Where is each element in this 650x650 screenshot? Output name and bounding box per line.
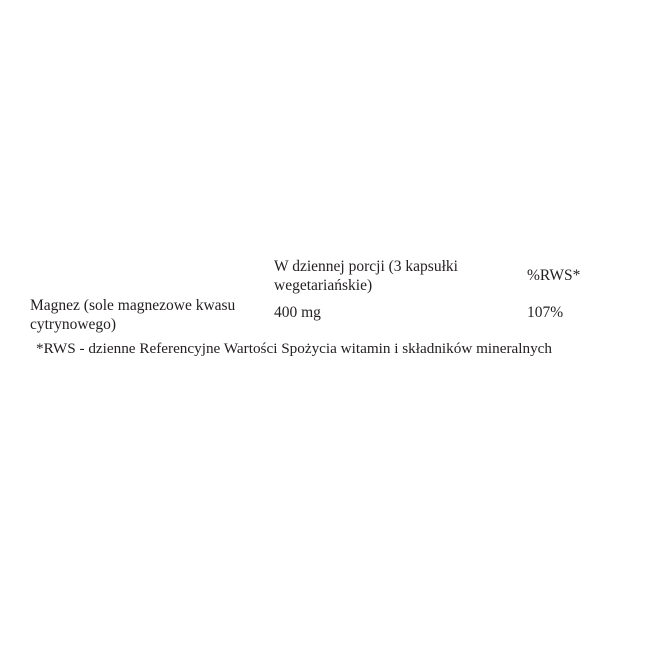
nutrition-facts-table	[0, 250, 650, 334]
table-header-cell-amount	[267, 250, 527, 295]
nutrient-name-line2: cytrynowego)	[30, 315, 117, 333]
table-cell-amount	[267, 297, 527, 323]
nutrient-rws-value: 107%	[527, 304, 564, 321]
nutrient-amount-value: 400 mg	[274, 304, 321, 321]
table-cell-nutrient-name	[0, 253, 267, 334]
table-row	[0, 297, 650, 334]
table-cell-rws	[527, 297, 650, 323]
table-footnote: *RWS - dzienne Referencyjne Wartości Spożycia witamin i składników mineralnych	[36, 340, 552, 357]
table-header-rws-label: %RWS*	[527, 267, 581, 284]
nutrient-name-line1: Magnez (sole magnezowe kwasu	[30, 297, 236, 314]
table-header-amount-line2: wegetariańskie)	[274, 276, 373, 294]
table-header-cell-rws	[527, 250, 650, 286]
table-header-amount-line1: W dziennej porcji (3 kapsułki	[274, 258, 458, 275]
